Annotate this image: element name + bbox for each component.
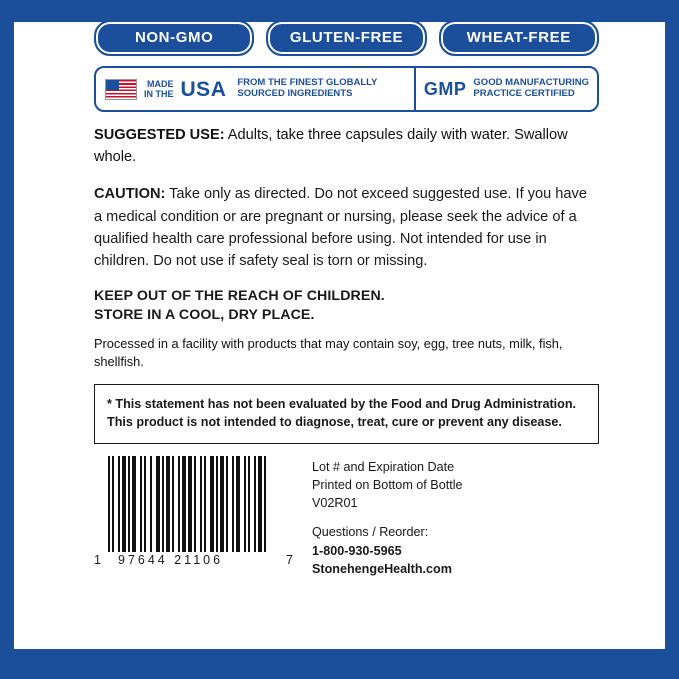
made-line-1: MADE (147, 78, 174, 89)
footer-row (94, 456, 599, 579)
usa-flag-icon (105, 79, 137, 100)
website-url[interactable]: StonehengeHealth.com (312, 561, 452, 576)
keep-out-line-1: KEEP OUT OF THE REACH OF CHILDREN. (94, 287, 385, 304)
caution-paragraph (94, 183, 599, 272)
keep-out-line-2: STORE IN A COOL, DRY PLACE. (94, 306, 315, 323)
barcode-digits-middle: 97644 21106 (118, 552, 224, 567)
barcode-numbers (94, 553, 294, 567)
facility-allergen-text: Processed in a facility with products that may contain soy, egg, tree nuts, milk, fish, shellfish. (94, 336, 563, 370)
gmp-line-1: GOOD MANUFACTURING (473, 77, 589, 89)
keep-out-warning (94, 287, 599, 325)
lot-line-2: Printed on Bottom of Bottle (312, 477, 463, 492)
questions-label: Questions / Reorder: (312, 525, 429, 540)
frame-top-bar (0, 0, 679, 22)
contact-block (312, 456, 463, 579)
barcode-block (94, 456, 294, 567)
barcode-bars (94, 456, 294, 552)
made-line-2: IN THE (144, 89, 174, 99)
suggested-use-text: Adults, take three capsules daily with water. Swallow whole. (94, 127, 568, 165)
lot-code: V02R01 (312, 496, 358, 511)
sourced-ingredients-text (233, 78, 377, 100)
lot-line-1: Lot # and Expiration Date (312, 459, 455, 474)
gmp-line-2: PRACTICE CERTIFIED (473, 88, 575, 99)
barcode-digit-right: 7 (286, 552, 294, 567)
suggested-use-paragraph (94, 125, 599, 169)
caution-text: Take only as directed. Do not exceed suggested use. If you have a medical condition or are pregnant or nursing, please seek the advice of a qualified health care professional before using. Not intended for use in children. Do not use if safety seal is torn or missing. (94, 186, 587, 269)
label-content (94, 20, 599, 578)
gmp-description (473, 78, 589, 100)
usa-text: USA (180, 77, 227, 101)
made-in-text (144, 79, 174, 99)
badge-non-gmo: NON-GMO (94, 20, 254, 56)
phone-number[interactable]: 1-800-930-5965 (312, 543, 402, 558)
origin-certification-strip (94, 66, 599, 112)
frame-bottom-bar (0, 649, 679, 679)
sourced-line-1: FROM THE FINEST GLOBALLY (237, 77, 378, 89)
gmp-block (416, 68, 597, 110)
badge-gluten-free: GLUTEN-FREE (266, 20, 426, 56)
certification-badge-row (94, 20, 599, 56)
frame-right-bar (665, 0, 679, 679)
sourced-line-2: SOURCED INGREDIENTS (237, 88, 353, 99)
gmp-text: GMP (423, 78, 467, 99)
suggested-use-heading: SUGGESTED USE: (94, 127, 225, 143)
frame-left-bar (0, 0, 14, 679)
fda-disclaimer-box: * This statement has not been evaluated by the Food and Drug Administration. This product is not intended to diagnose, treat, cure or prevent any disease. (94, 384, 599, 444)
badge-wheat-free: WHEAT-FREE (439, 20, 599, 56)
barcode-digit-left: 1 (94, 552, 102, 567)
caution-heading: CAUTION: (94, 186, 166, 203)
made-in-usa-block (96, 68, 414, 110)
